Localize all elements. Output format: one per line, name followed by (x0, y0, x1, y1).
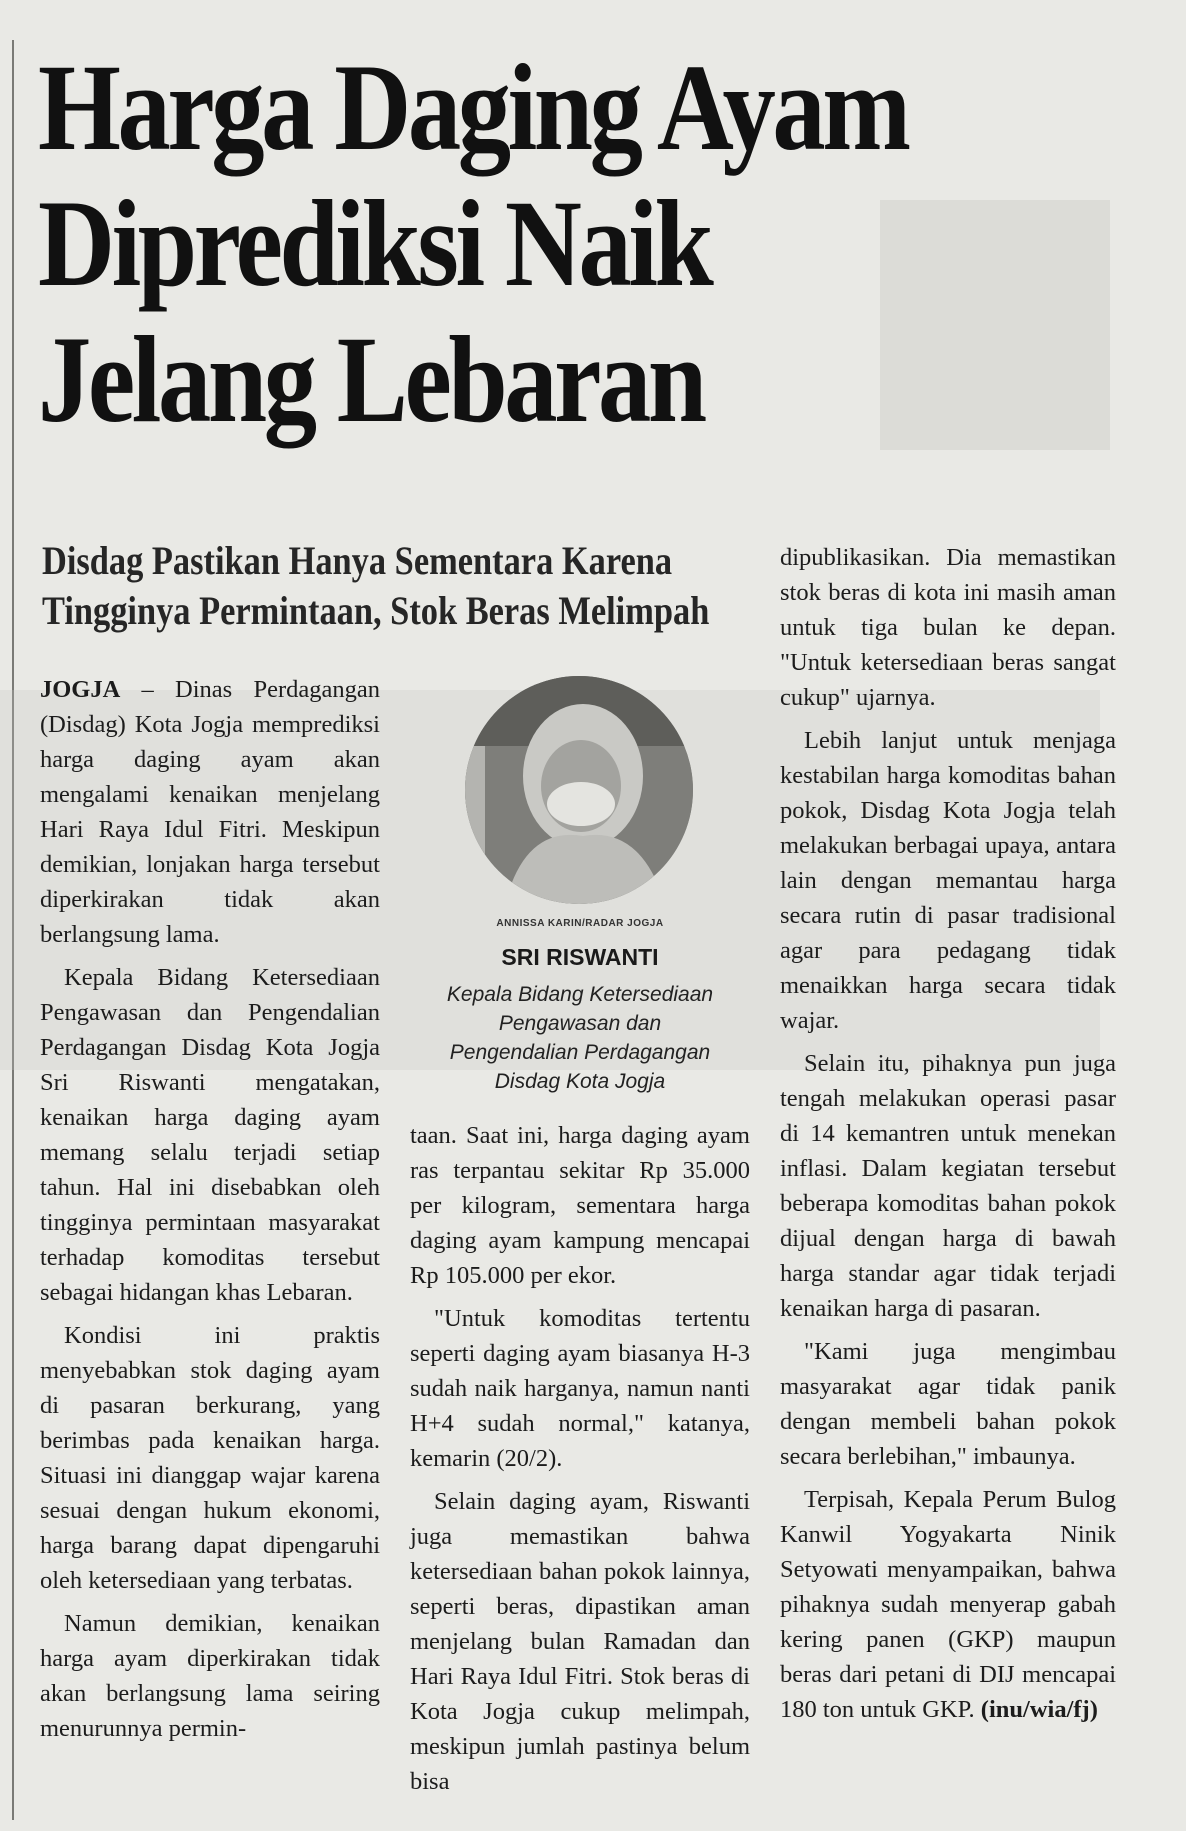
dateline: JOGJA (40, 676, 121, 703)
article-paragraph: Kondisi ini praktis menyebabkan stok daging ayam di pasaran berkurang, yang berimbas pada kenaikan harga. Situasi ini dianggap wajar karena sesuai dengan hukum ekonomi, harga barang dapat dipengaruhi oleh ketersediaan yang terbatas. (40, 1322, 380, 1594)
article-column-1 (40, 672, 380, 1754)
article-paragraph (40, 672, 380, 952)
article-paragraph (780, 1482, 1116, 1727)
article-paragraph: Kepala Bidang Ketersediaan Pengawasan dan Pengendalian Perdagangan Disdag Kota Jogja Sri Riswanti mengatakan, kenaikan harga daging ayam memang selalu terjadi setiap tahun. Hal ini disebabkan oleh tingginya permintaan masyarakat terhadap komoditas tersebut sebagai hidangan khas Lebaran. (40, 964, 380, 1306)
portrait-photo (465, 676, 693, 904)
caption-role (410, 980, 750, 1096)
person-portrait-icon (465, 676, 693, 904)
article-column-3 (780, 540, 1116, 1735)
article-paragraph: taan. Saat ini, harga daging ayam ras terpantau sekitar Rp 35.000 per kilogram, sementara harga daging ayam kampung mencapai Rp 105.000 per ekor. (410, 1122, 750, 1289)
caption-role-line: Disdag Kota Jogja (494, 1070, 666, 1093)
caption-name: SRI RISWANTI (501, 944, 659, 970)
caption-role-line: Kepala Bidang Ketersediaan (446, 983, 714, 1006)
subheadline-line-1: Disdag Pastikan Hanya Sementara Karena (42, 538, 673, 583)
article-paragraph: Selain daging ayam, Riswanti juga memastikan bahwa ketersediaan bahan pokok lainnya, seperti beras, dipastikan aman menjelang bulan Ramadan dan Hari Raya Idul Fitri. Stok beras di Kota Jogja cukup melimpah, meskipun jumlah pastinya belum bisa (410, 1488, 750, 1795)
author-signature: (inu/wia/fj) (980, 1696, 1098, 1723)
subheadline-line-2: Tingginya Permintaan, Stok Beras Melimpah (42, 588, 710, 633)
article-paragraph: "Kami juga mengimbau masyarakat agar tidak panik dengan membeli bahan pokok secara berlebihan," imbaunya. (780, 1338, 1116, 1470)
article-column-2 (410, 1118, 750, 1807)
photo-credit: ANNISSA KARIN/RADAR JOGJA (496, 918, 664, 929)
paragraph-text: Terpisah, Kepala Perum Bulog Kanwil Yogyakarta Ninik Setyowati menyampaikan, bahwa pihaknya sudah menyerap gabah kering panen (GKP) maupun beras dari petani di DIJ mencapai 180 ton untuk GKP. (780, 1486, 1116, 1723)
subheadline (42, 536, 710, 636)
caption-role-line: Pengendalian Perdagangan (449, 1041, 711, 1064)
caption-role-line: Pengawasan dan (498, 1012, 662, 1035)
article-paragraph: Selain itu, pihaknya pun juga tengah melakukan operasi pasar di 14 kemantren untuk menekan inflasi. Dalam kegiatan tersebut beberapa komoditas bahan pokok dijual dengan harga di bawah harga standar agar tidak terjadi kenaikan harga di pasaran. (780, 1050, 1116, 1322)
article-paragraph: dipublikasikan. Dia memastikan stok beras di kota ini masih aman untuk tiga bulan ke depan. "Untuk ketersediaan beras sangat cukup" ujarnya. (780, 544, 1116, 711)
headline-line-2: Diprediksi Naik (38, 175, 711, 312)
paragraph-text: – Dinas Perdagangan (Disdag) Kota Jogja memprediksi harga daging ayam akan mengalami kenaikan menjelang Hari Raya Idul Fitri. Meskipun demikian, lonjakan harga tersebut diperkirakan tidak akan berlangsung lama. (40, 676, 380, 948)
article-paragraph: Lebih lanjut untuk menjaga kestabilan harga komoditas bahan pokok, Disdag Kota Jogja telah melakukan berbagai upaya, antara lain dengan memantau harga secara rutin di pasar tradisional agar para pedagang tidak menaikkan harga secara tidak wajar. (780, 727, 1116, 1034)
headline-line-3: Jelang Lebaran (38, 311, 704, 448)
article-paragraph: Namun demikian, kenaikan harga ayam diperkirakan tidak akan berlangsung lama seiring menurunnya permin- (40, 1610, 380, 1742)
headline-line-1: Harga Daging Ayam (38, 39, 908, 176)
headline (38, 40, 1001, 448)
article-paragraph: "Untuk komoditas tertentu seperti daging ayam biasanya H-3 sudah naik harganya, namun nanti H+4 sudah normal," katanya, kemarin (20/2). (410, 1305, 750, 1472)
